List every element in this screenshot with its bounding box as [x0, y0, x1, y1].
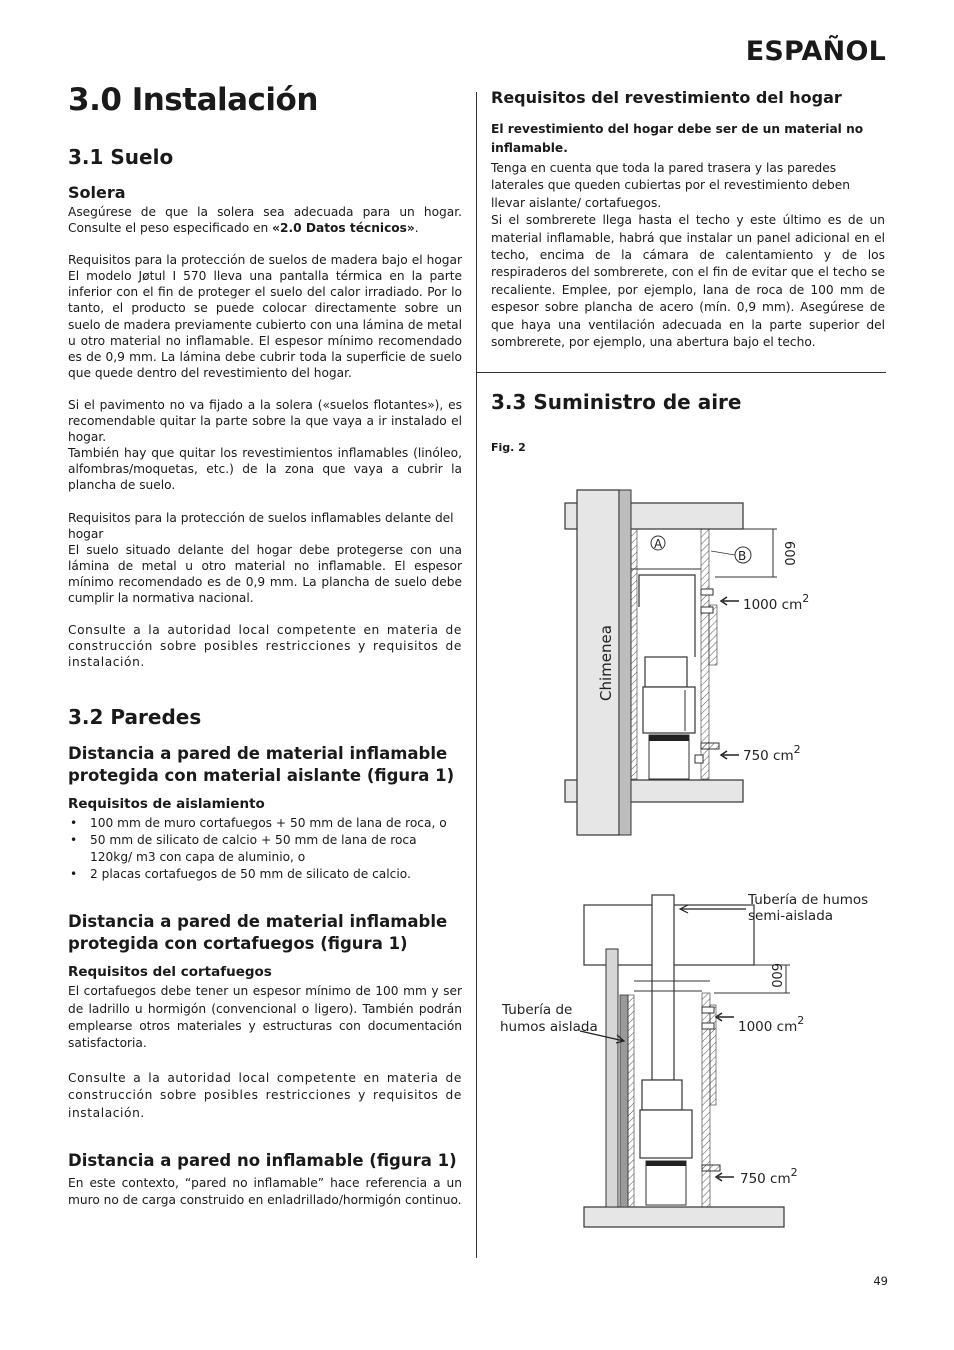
vent-bottom	[701, 743, 719, 749]
semi-insulated-pipe-label-2: semi-aislada	[748, 908, 834, 924]
left-column	[68, 82, 462, 1209]
chimney-wall	[619, 490, 631, 835]
hearth-lining-bold: El revestimiento del hogar debe ser de un material no inflamable.	[491, 122, 864, 155]
air-supply-diagram-top	[555, 485, 845, 845]
vent-bottom-label: 750 $cm^2$	[740, 1166, 798, 1187]
page-number: 49	[873, 1274, 888, 1288]
semi-insulated-pipe-label-1: Tubería de humos	[748, 892, 869, 908]
solera-paragraph	[68, 204, 462, 236]
front-floor-heading-paragraph: Requisitos para la protección de suelos inflamables delante del hogar	[68, 510, 454, 541]
hearth-lining-paragraph-2: Si el sombrerete llega hasta el techo y este último es de un material inflamable, habrá que instalar un panel adicional en el techo, encima de la cámara de calentamiento y de los respiraderos del sombrerete, con el fin de evitar que el techo se recaliente. Emplee, por ejemplo, lana de roca de 100 mm de espesor sobre plancha de acero (mín. 0,9 mm). Asegúrese de que haya una ventilación adecuada en la parte superior del sombrerete, por ejemplo, una abertura bajo el techo.	[491, 213, 885, 350]
flue-pipe	[652, 895, 674, 1080]
insulation-requirements-heading: Requisitos de aislamiento	[68, 796, 265, 813]
language-header: ESPAÑOL	[745, 36, 886, 67]
flue-pipe	[639, 575, 695, 657]
label-b: B	[738, 549, 747, 563]
consult-authority-paragraph: Consulte a la autoridad local competente en materia de construcción sobre posibles restricciones y requisitos de instalación.	[68, 623, 462, 670]
arrow-bottom	[721, 751, 739, 759]
stove-top	[642, 1080, 682, 1110]
hood-wall-right	[701, 529, 709, 779]
solera-heading: Solera	[68, 183, 126, 202]
hood-wall-left	[631, 529, 637, 779]
floating-floor-paragraph: Si el pavimento no va fijado a la solera («suelos flotantes»), es recomendable quitar la parte sobre la que vaya a ir instalado el hogar.	[68, 397, 462, 445]
column-divider	[476, 92, 477, 1258]
insulated-pipe-label-2: humos aislada	[500, 1019, 598, 1035]
firewall-paragraph: El cortafuegos debe tener un espesor mínimo de 100 mm y ser de ladrillo u hormigón (convencional o ligero). También podrán emplearse otros materiales y estructuras con documentación satisfactoria.	[68, 984, 462, 1050]
figure-label: Fig. 2	[491, 441, 526, 454]
vent-top	[701, 589, 713, 595]
list-item: • 100 mm de muro cortafuegos + 50 mm de lana de roca, o	[68, 815, 462, 832]
flue-pipe-inner	[631, 569, 701, 603]
arrow-top	[716, 1013, 734, 1021]
dimension-600: 600	[768, 963, 783, 988]
stove-base	[649, 735, 689, 779]
vent-bottom-label: 750 $cm^2$	[743, 743, 801, 764]
vent-top-label: 1000 $cm^2$	[738, 1014, 805, 1035]
stove-base	[646, 1161, 686, 1205]
front-floor-paragraph: El suelo situado delante del hogar debe protegerse con una lámina de metal u otro material no inflamable. El espesor mínimo recomendado es de 0,9 mm. La plancha de suelo debe cumplir la normativa nacional.	[68, 542, 462, 605]
wood-floor-paragraph: Requisitos para la protección de suelos de madera bajo el hogar El modelo Jøtul I 570 lleva una pantalla térmica en la parte inferior con el fin de proteger el suelo del calor irradiado. Por lo tanto, el producto se puede colocar directamente sobre un suelo de madera previamente cubierto con una lámina de metal u otro material no inflamable. El espesor mínimo recomendado es de 0,9 mm. La lámina debe cubrir toda la superficie de suelo que quede dentro del revestimiento del hogar.	[68, 253, 462, 380]
firewall	[620, 995, 628, 1207]
hearth-lining-paragraph-1: Tenga en cuenta que toda la pared trasera y las paredes laterales que queden cubiertas por el revestimiento deben llevar aislante/ cortafuegos.	[491, 161, 850, 210]
vent-bottom	[702, 1165, 720, 1171]
section-3-3-heading: 3.3 Suministro de aire	[491, 390, 742, 414]
solera-text-end: .	[414, 221, 419, 236]
insulated-pipe-label-1: Tubería de	[502, 1002, 573, 1018]
label-a: A	[654, 537, 663, 551]
vent-top-label: 1000 $cm^2$	[743, 592, 810, 613]
hood-wall-right-outer	[709, 605, 717, 665]
floor-slab	[584, 1207, 784, 1227]
flammable-coverings-paragraph: También hay que quitar los revestimientos inflamables (linóleo, alfombras/moquetas, etc.) de la zona que vaya a cubrir la plancha de suelo.	[68, 446, 462, 493]
consult-authority-paragraph-2: Consulte a la autoridad local competente en materia de construcción sobre posibles restricciones y requisitos de instalación.	[68, 1071, 462, 1120]
solera-text: Asegúrese de que la solera sea adecuada para un hogar. Consulte el peso especificado en	[68, 205, 462, 236]
chimney-label: Chimenea	[597, 625, 615, 701]
list-item: • 2 placas cortafuegos de 50 mm de silicato de calcio.	[68, 866, 462, 883]
firewall-wall-heading: Distancia a pared de material inflamable protegida con cortafuegos (figura 1)	[68, 912, 448, 954]
arrow-top	[721, 597, 739, 605]
arrow-bottom	[716, 1173, 734, 1181]
section-3-1-heading: 3.1 Suelo	[68, 145, 174, 169]
hearth-lining-heading: Requisitos del revestimiento del hogar	[491, 88, 842, 107]
section-3-2-heading: 3.2 Paredes	[68, 705, 202, 730]
technical-data-link[interactable]: «2.0 Datos técnicos»	[272, 221, 415, 236]
vent-top	[702, 1007, 714, 1013]
insulation-list	[68, 815, 462, 883]
page-title: 3.0 Instalación	[68, 82, 318, 118]
stove-body	[640, 1110, 692, 1158]
wall	[606, 949, 618, 1207]
air-supply-diagram-bottom	[498, 885, 888, 1257]
stove-body	[643, 687, 695, 733]
non-flammable-wall-heading: Distancia a pared no inflamable (figura 1)	[68, 1150, 457, 1170]
section-divider	[477, 372, 886, 373]
firewall-requirements-heading: Requisitos del cortafuegos	[68, 964, 272, 981]
list-item: • 50 mm de silicato de calcio + 50 mm de lana de roca 120kg/ m3 con capa de aluminio, o	[68, 832, 462, 866]
dimension-600: 600	[781, 541, 796, 566]
stove-top	[645, 657, 687, 687]
insulated-wall-heading: Distancia a pared de material inflamable protegida con material aislante (figura 1)	[68, 744, 455, 786]
right-column	[491, 88, 885, 454]
non-flammable-wall-paragraph: En este contexto, “pared no inflamable” hace referencia a un muro no de carga construido en enladrillado/hormigón continuo.	[68, 1175, 462, 1207]
